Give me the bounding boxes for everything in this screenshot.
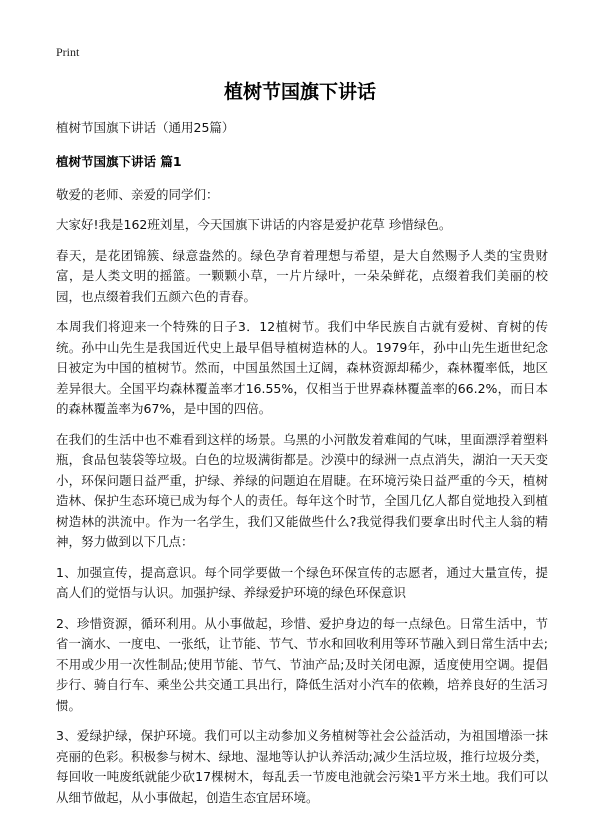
document-subtitle: 植树节国旗下讲话（通用25篇） bbox=[56, 120, 235, 135]
paragraph-point-3: 3、爱绿护绿，保护环境。我们可以主动参加义务植树等社会公益活动，为祖国增添一抹亮丽的色彩。积极参与树木、绿地、湿地等认护认养活动;减少生活垃圾，推行垃圾分类，每回收一吨废纸就能少砍17棵树木，每乱丢一节废电池就会污染1平方米土地。我们可以从细节做起，从小事做起，创造生态宜居环境。 bbox=[56, 728, 548, 805]
paragraph-point-1: 1、加强宣传，提高意识。每个同学要做一个绿色环保宣传的志愿者，通过大量宣传，提高人们的觉悟与认识。加强护绿、养绿爱护环境的绿色环保意识 bbox=[56, 564, 548, 600]
paragraph-greeting: 敬爱的老师、亲爱的同学们： bbox=[56, 186, 219, 202]
document-body bbox=[56, 118, 548, 818]
page-title: 植树节国旗下讲话 bbox=[223, 81, 376, 103]
paragraph-intro: 大家好!我是162班刘星，今天国旗下讲话的内容是爱护花草 珍惜绿色。 bbox=[56, 217, 452, 232]
section-heading: 植树节国旗下讲话 篇1 bbox=[56, 153, 182, 169]
paragraph-environment: 在我们的生活中也不难看到这样的场景。乌黑的小河散发着难闻的气味，里面漂浮着塑料瓶，食品包装袋等垃圾。白色的垃圾满街都是。沙漠中的绿洲一点点消失，湖泊一天天变小，环保问题日益严重，护绿、养绿的问题迫在眉睫。在环境污染日益严重的今天，植树造林、保护生态环境已成为每个人的责任。每年这个时节，全国几亿人都自觉地投入到植树造林的洪流中。作为一名学生，我们又能做些什么?我觉得我们要拿出时代主人翁的精神，努力做到以下几点： bbox=[56, 431, 548, 549]
paragraph-spring: 春天，是花团锦簇、绿意盎然的。绿色孕育着理想与希望，是大自然赐予人类的宝贵财富，是人类文明的摇篮。一颗颗小草，一片片绿叶，一朵朵鲜花，点缀着我们美丽的校园，也点缀着我们五颜六色的青春。 bbox=[56, 247, 548, 304]
paragraph-arbor-day: 本周我们将迎来一个特殊的日子3．12植树节。我们中华民族自古就有爱树、育树的传统。孙中山先生是我国近代史上最早倡导植树造林的人。1979年，孙中山先生逝世纪念日被定为中国的植树节。然而，中国虽然国土辽阔，森林资源却稀少，森林覆率低，地区差异很大。全国平均森林覆盖率才16.55%，仅相当于世界森林覆盖率的66.2%，而日本的森林覆盖率为67%，是中国的四倍。 bbox=[56, 319, 548, 416]
print-label: Print bbox=[56, 45, 80, 59]
paragraph-point-2: 2、珍惜资源，循环利用。从小事做起，珍惜、爱护身边的每一点绿色。日常生活中，节省一滴水、一度电、一张纸，让节能、节气、节水和回收利用等环节融入到日常生活中去;不用或少用一次性制品;使用节能、节气、节油产品;及时关闭电源，适度使用空调。提倡步行、骑自行车、乘坐公共交通工具出行，降低生活对小汽车的依赖，培养良好的生活习惯。 bbox=[56, 615, 548, 713]
